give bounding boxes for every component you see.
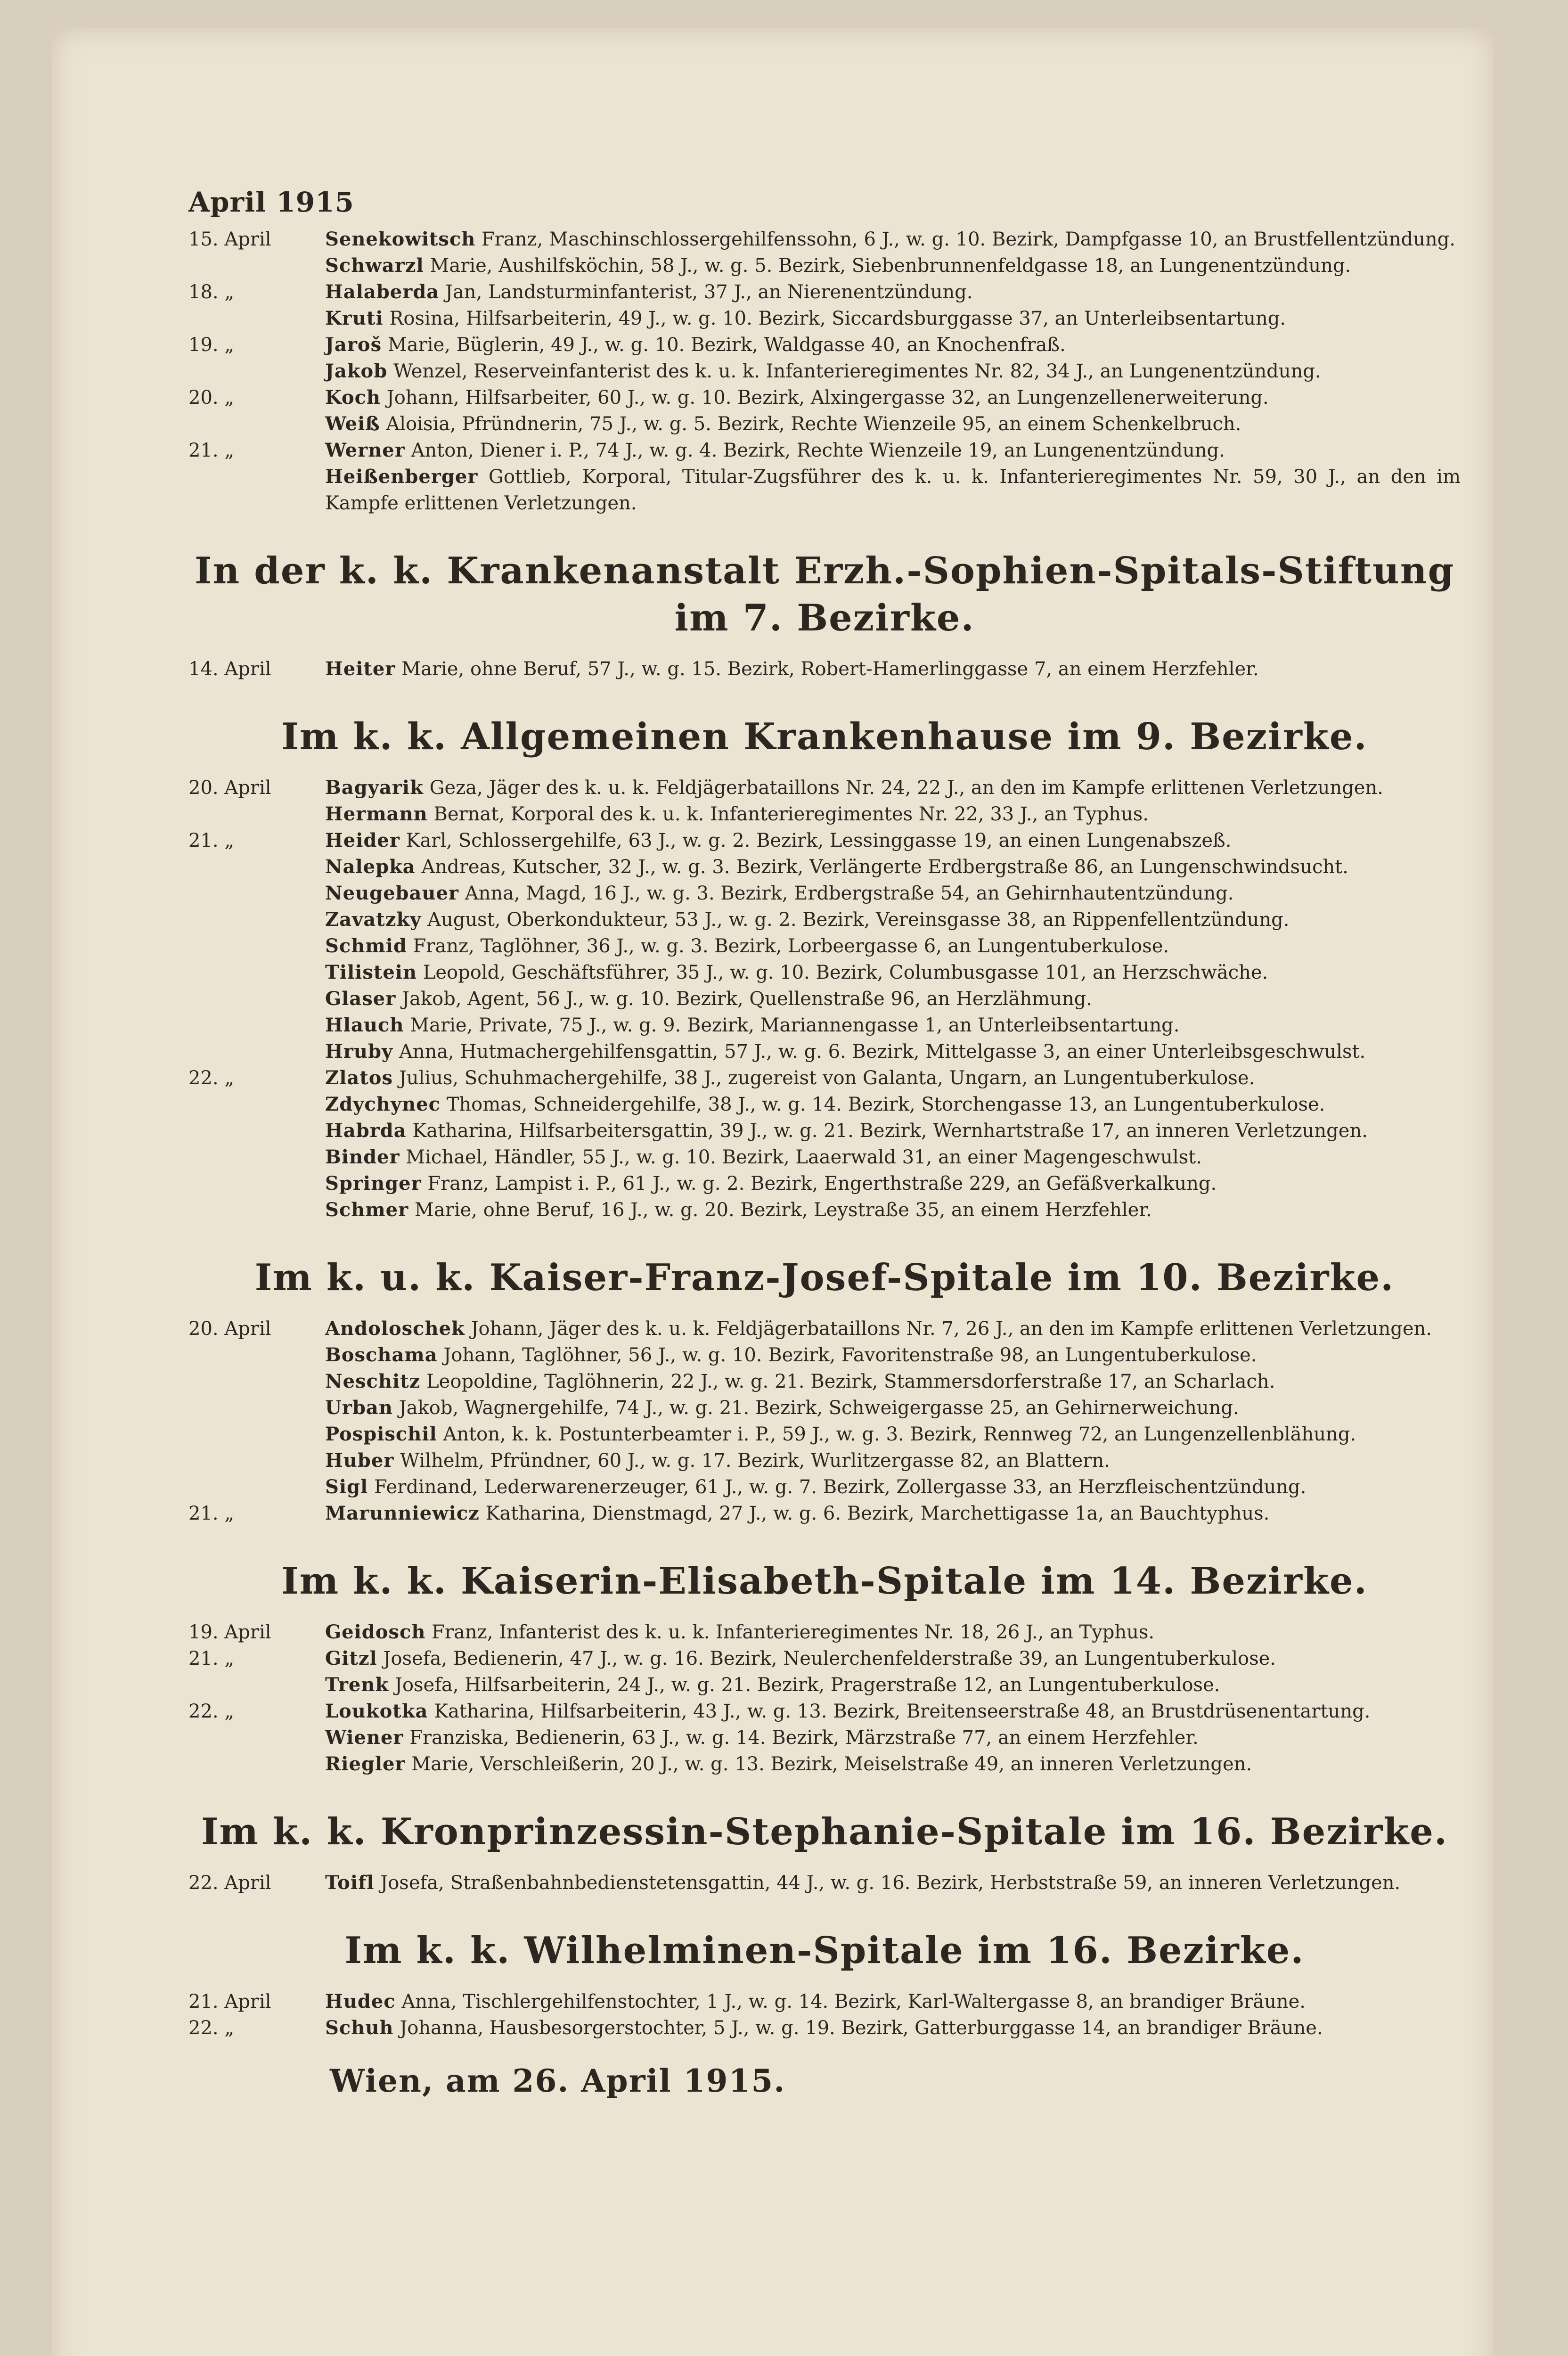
deceased-surname: Zlatos [325,1067,393,1089]
deceased-surname: Zavatzky [325,908,422,931]
deceased-surname: Hlauch [325,1014,404,1036]
deceased-surname: Neschitz [325,1370,421,1392]
entry-date: 18. „ [188,281,235,303]
entry-body [325,880,1461,907]
entry-details: Anna, Tischlergehilfenstochter, 1 J., w. g. 14. Bezirk, Karl-Waltergasse 8, an brandiger Bräune. [401,1991,1306,2012]
entry-body [325,1751,1461,1777]
deceased-surname: Andoloschek [325,1317,465,1340]
death-record-entry [188,1039,1461,1065]
entry-details: Rosina, Hilfsarbeiterin, 49 J., w. g. 10. Bezirk, Siccardsburggasse 37, an Unterleibsentartung. [389,308,1286,329]
death-record-entry [188,854,1461,880]
entry-details: Johann, Taglöhner, 56 J., w. g. 10. Bezirk, Favoritenstraße 98, an Lungentuberkulose. [443,1344,1257,1366]
entry-date [188,854,325,880]
entry-body [325,1474,1461,1500]
entry-body [325,1316,1461,1342]
entry-details: Leopold, Geschäftsführer, 35 J., w. g. 10. Bezirk, Columbusgasse 101, an Herzschwäche. [423,962,1268,983]
deceased-surname: Habrda [325,1120,407,1142]
entry-body [325,1091,1461,1118]
entry-date [188,933,325,959]
death-record-entry [188,1170,1461,1197]
entry-details: Katharina, Hilfsarbeitersgattin, 39 J., w. g. 21. Bezirk, Wernhartstraße 17, an inneren Verletzungen. [412,1120,1368,1142]
entry-body [325,1012,1461,1039]
entry-details: Thomas, Schneidergehilfe, 38 J., w. g. 14. Bezirk, Storchengasse 13, an Lungentuberkulose. [446,1094,1325,1115]
entry-body [325,959,1461,986]
entry-details: Josefa, Hilfsarbeiterin, 24 J., w. g. 21. Bezirk, Pragerstraße 12, an Lungentuberkulose. [394,1674,1220,1696]
entry-details: Leopoldine, Taglöhnerin, 22 J., w. g. 21. Bezirk, Stammersdorferstraße 17, an Scharlach. [426,1371,1275,1392]
entry-details: Franziska, Bedienerin, 63 J., w. g. 14. Bezirk, Märzstraße 77, an einem Herzfehler. [409,1727,1199,1749]
entry-details: Katharina, Dienstmagd, 27 J., w. g. 6. Bezirk, Marchettigasse 1a, an Bauchtyphus. [485,1503,1270,1524]
deceased-surname: Weiß [325,413,380,435]
death-record-entry [188,1316,1461,1342]
entry-body [325,1395,1461,1421]
entry-date: 22. „ [188,1067,235,1089]
deceased-surname: Geidosch [325,1621,426,1643]
deceased-surname: Hermann [325,803,428,825]
deceased-surname: Halaberda [325,281,440,303]
entry-details: Josefa, Bedienerin, 47 J., w. g. 16. Bezirk, Neulerchenfelderstraße 39, an Lungentuberkulose. [383,1648,1276,1669]
entry-body [325,1448,1461,1474]
entry-date [188,1672,325,1698]
entry-details: Anna, Hutmachergehilfensgattin, 57 J., w. g. 6. Bezirk, Mittelgasse 3, an einer Unterleibsgeschwulst. [399,1041,1366,1063]
entry-details: Katharina, Hilfsarbeiterin, 43 J., w. g. 13. Bezirk, Breitenseerstraße 48, an Brustdrüsenentartung. [434,1701,1371,1722]
death-record-entry [188,933,1461,959]
entry-body [325,656,1461,682]
death-record-entry [188,279,1461,305]
entry-date [188,305,325,332]
entry-details: Jakob, Wagnergehilfe, 74 J., w. g. 21. Bezirk, Schweigergasse 25, an Gehirnerweichung. [399,1397,1239,1419]
section-title: Im k. k. Wilhelminen-Spitale im 16. Bezirke. [344,1929,1305,1972]
entry-body [325,1342,1461,1368]
entry-date [188,1039,325,1065]
page-header: April 1915 [188,186,354,218]
entry-date [188,1368,325,1395]
death-record-entry [188,2015,1461,2041]
section-title: Im k. k. Allgemeinen Krankenhause im 9. Bezirke. [281,715,1368,758]
deceased-surname: Jaroš [325,334,382,356]
entry-date [188,1474,325,1500]
entry-body [325,1170,1461,1197]
entry-date: 21. „ [188,1648,235,1669]
entry-details: Anton, Diener i. P., 74 J., w. g. 4. Bezirk, Rechte Wienzeile 19, an Lungenentzündung. [411,440,1225,461]
death-record-entry [188,880,1461,907]
entry-details: Johanna, Hausbesorgerstochter, 5 J., w. g. 19. Bezirk, Gatterburggasse 14, an brandiger Bräune. [400,2017,1323,2039]
entry-date: 20. April [188,1318,271,1340]
deceased-surname: Neugebauer [325,882,459,904]
entry-details: Franz, Lampist i. P., 61 J., w. g. 2. Bezirk, Engerthstraße 229, an Gefäßverkalkung. [427,1173,1217,1194]
entry-body [325,1988,1461,2015]
entry-date [188,1342,325,1368]
entry-body [325,1725,1461,1751]
death-record-entry [188,986,1461,1012]
death-record-entry [188,1144,1461,1170]
entry-details: Marie, Private, 75 J., w. g. 9. Bezirk, Mariannengasse 1, an Unterleibsentartung. [410,1014,1180,1036]
deceased-surname: Glaser [325,988,396,1010]
entry-date [188,907,325,933]
entry-body [325,775,1461,801]
deceased-surname: Urban [325,1397,393,1419]
closing-line: Wien, am 26. April 1915. [330,2062,786,2099]
entry-date: 21. „ [188,1503,235,1524]
entry-body [325,226,1461,253]
entry-details: Jakob, Agent, 56 J., w. g. 10. Bezirk, Quellenstraße 96, an Herzlähmung. [402,988,1092,1010]
entry-body [325,2015,1461,2041]
entry-date: 19. April [188,1621,271,1643]
entry-date: 20. April [188,777,271,799]
entry-body [325,1500,1461,1527]
entry-body [325,933,1461,959]
section-title: Im k. k. Kronprinzessin-Stephanie-Spitale im 16. Bezirke. [201,1810,1448,1853]
death-record-entry [188,1065,1461,1091]
entry-details: Johann, Jäger des k. u. k. Feldjägerbataillons Nr. 7, 26 J., an den im Kampfe erlittenen Verletzungen. [471,1318,1432,1340]
entry-date: 14. April [188,658,271,680]
deceased-surname: Senekowitsch [325,228,476,250]
deceased-surname: Schmid [325,935,407,957]
entry-details: Michael, Händler, 55 J., w. g. 10. Bezirk, Laaerwald 31, an einer Magengeschwulst. [406,1146,1202,1168]
entry-details: August, Oberkondukteur, 53 J., w. g. 2. Bezirk, Vereinsgasse 38, an Rippenfellentzündung. [427,909,1290,931]
death-record-entry [188,1988,1461,2015]
deceased-surname: Huber [325,1449,394,1472]
entry-body [325,1672,1461,1698]
entry-date [188,464,325,516]
entry-details: Jan, Landsturminfanterist, 37 J., an Nierenentzündung. [445,281,973,303]
entry-date: 21. „ [188,440,235,461]
entry-body [325,1065,1461,1091]
entry-date [188,880,325,907]
entry-date [188,1448,325,1474]
entry-date [188,1395,325,1421]
deceased-surname: Schwarzl [325,254,424,277]
death-record-entry [188,1619,1461,1645]
entry-date [188,1751,325,1777]
entry-details: Bernat, Korporal des k. u. k. Infanterieregimentes Nr. 22, 33 J., an Typhus. [433,803,1149,825]
entry-details: Marie, Büglerin, 49 J., w. g. 10. Bezirk, Waldgasse 40, an Knochenfraß. [387,334,1066,356]
death-record-entry [188,332,1461,358]
deceased-surname: Riegler [325,1753,406,1775]
death-record-entry [188,305,1461,332]
entry-details: Aloisia, Pfründnerin, 75 J., w. g. 5. Bezirk, Rechte Wienzeile 95, an einem Schenkelbruch. [386,413,1241,435]
entry-details: Julius, Schuhmachergehilfe, 38 J., zugereist von Galanta, Ungarn, an Lungentuberkulose. [399,1067,1255,1089]
entry-date [188,1091,325,1118]
death-record-entry [188,827,1461,854]
deceased-surname: Nalepka [325,856,416,878]
entry-body [325,1144,1461,1170]
entry-details: Franz, Maschinschlossergehilfenssohn, 6 J., w. g. 10. Bezirk, Dampfgasse 10, an Brustfellentzündung. [482,229,1455,250]
entry-body [325,1368,1461,1395]
deceased-surname: Jakob [325,360,388,382]
death-record-entry [188,1698,1461,1725]
entry-details: Karl, Schlossergehilfe, 63 J., w. g. 2. Bezirk, Lessinggasse 19, an einen Lungenabszeß. [406,830,1232,851]
death-record-entry [188,959,1461,986]
entry-date [188,1012,325,1039]
deceased-surname: Koch [325,386,381,409]
death-record-entry [188,1368,1461,1395]
entry-body [325,1118,1461,1144]
deceased-surname: Wiener [325,1726,404,1749]
entry-date [188,959,325,986]
entry-details: Marie, ohne Beruf, 57 J., w. g. 15. Bezirk, Robert-Hamerlinggasse 7, an einem Herzfehler. [401,658,1259,680]
entry-date [188,986,325,1012]
entry-details: Gottlieb, Korporal, Titular-Zugsführer des k. u. k. Infanterieregimentes Nr. 59, 30 J., an den im Kampfe erlittenen Verletzungen. [325,466,1461,514]
death-record-entry [188,1645,1461,1672]
entry-date [188,1421,325,1448]
entry-date: 21. April [188,1991,271,2012]
deceased-surname: Hudec [325,1990,396,2012]
entry-body [325,384,1461,411]
entry-body [325,1870,1461,1896]
death-record-entry [188,656,1461,682]
death-record-entry [188,384,1461,411]
entry-details: Geza, Jäger des k. u. k. Feldjägerbataillons Nr. 24, 22 J., an den im Kampfe erlittenen Verletzungen. [429,777,1383,799]
entry-details: Josefa, Straßenbahnbedienstetensgattin, 44 J., w. g. 16. Bezirk, Herbststraße 59, an inneren Verletzungen. [380,1872,1401,1894]
death-record-entry [188,1421,1461,1448]
entry-date [188,1170,325,1197]
death-record-entry [188,1672,1461,1698]
entry-date [188,1197,325,1223]
death-record-entry [188,801,1461,827]
death-record-entry [188,1751,1461,1777]
deceased-surname: Schmer [325,1199,409,1221]
deceased-surname: Heiter [325,658,396,680]
entry-date [188,1144,325,1170]
entry-details: Wilhelm, Pfründner, 60 J., w. g. 17. Bezirk, Wurlitzergasse 82, an Blattern. [400,1450,1110,1472]
entry-body [325,437,1461,464]
entry-date: 19. „ [188,334,235,356]
death-record-entry [188,1474,1461,1500]
entry-date [188,801,325,827]
entry-date: 22. „ [188,1701,235,1722]
section-title: In der k. k. Krankenanstalt Erzh.-Sophien-Spitals-Stiftung im 7. Bezirke. [194,549,1455,639]
entry-details: Anna, Magd, 16 J., w. g. 3. Bezirk, Erdbergstraße 54, an Gehirnhautentzündung. [465,883,1234,904]
deceased-surname: Sigl [325,1476,368,1498]
entry-body [325,827,1461,854]
entry-details: Ferdinand, Lederwarenerzeuger, 61 J., w. g. 7. Bezirk, Zollergasse 33, an Herzfleischentzündung. [374,1476,1307,1498]
entry-details: Marie, ohne Beruf, 16 J., w. g. 20. Bezirk, Leystraße 35, an einem Herzfehler. [414,1199,1152,1221]
death-record-entry [188,1342,1461,1368]
entry-body [325,253,1461,279]
entry-body [325,332,1461,358]
entry-body [325,801,1461,827]
entry-body [325,1645,1461,1672]
entry-body [325,1039,1461,1065]
deceased-surname: Bagyarik [325,777,424,799]
entry-date [188,1118,325,1144]
section-title: Im k. k. Kaiserin-Elisabeth-Spitale im 14. Bezirke. [281,1560,1368,1603]
entry-body [325,1197,1461,1223]
death-record-entry [188,907,1461,933]
entry-body [325,986,1461,1012]
entry-body [325,1698,1461,1725]
entry-date [188,1725,325,1751]
entry-body [325,1619,1461,1645]
entry-body [325,411,1461,437]
death-record-entry [188,253,1461,279]
death-record-entry [188,1118,1461,1144]
deceased-surname: Zdychynec [325,1093,441,1115]
entry-date: 22. April [188,1872,271,1894]
death-record-entry [188,437,1461,464]
entry-body [325,358,1461,384]
entry-body [325,279,1461,305]
entry-date: 22. „ [188,2017,235,2039]
death-record-entry [188,1870,1461,1896]
death-record-entry [188,775,1461,801]
entry-details: Franz, Taglöhner, 36 J., w. g. 3. Bezirk, Lorbeergasse 6, an Lungentuberkulose. [413,935,1169,957]
entry-date [188,358,325,384]
deceased-surname: Springer [325,1172,422,1194]
deceased-surname: Werner [325,439,405,461]
deceased-surname: Tilistein [325,961,417,983]
death-record-entry [188,1448,1461,1474]
entry-details: Anton, k. k. Postunterbeamter i. P., 59 J., w. g. 3. Bezirk, Rennweg 72, an Lungenzellenblähung. [443,1423,1356,1445]
entry-date [188,253,325,279]
deceased-surname: Loukotka [325,1700,428,1722]
death-record-entry [188,226,1461,253]
entry-date: 21. „ [188,830,235,851]
deceased-surname: Hruby [325,1040,393,1063]
death-record-entry [188,358,1461,384]
deceased-surname: Pospischil [325,1423,437,1445]
entry-date: 20. „ [188,387,235,409]
deceased-surname: Trenk [325,1674,389,1696]
deceased-surname: Marunniewicz [325,1502,480,1524]
deceased-surname: Binder [325,1146,400,1168]
entry-body [325,907,1461,933]
deceased-surname: Heider [325,829,400,851]
deceased-surname: Gitzl [325,1647,377,1669]
death-record-entry [188,411,1461,437]
death-record-entry [188,1725,1461,1751]
death-record-entry [188,1395,1461,1421]
entry-details: Johann, Hilfsarbeiter, 60 J., w. g. 10. Bezirk, Alxingergasse 32, an Lungenzellenerweiterung. [386,387,1269,409]
entry-details: Wenzel, Reserveinfanterist des k. u. k. Infanterieregimentes Nr. 82, 34 J., an Lungenentzündung. [393,360,1321,382]
entry-body [325,1421,1461,1448]
entry-body [325,854,1461,880]
death-record-entry [188,1012,1461,1039]
death-record-entry [188,464,1461,516]
death-record-entry [188,1197,1461,1223]
deceased-surname: Kruti [325,307,384,329]
entry-details: Marie, Aushilfsköchin, 58 J., w. g. 5. Bezirk, Siebenbrunnenfeldgasse 18, an Lungenentzündung. [430,255,1351,277]
section-title: Im k. u. k. Kaiser-Franz-Josef-Spitale im 10. Bezirke. [254,1256,1395,1299]
deceased-surname: Boschama [325,1344,438,1366]
entry-details: Marie, Verschleißerin, 20 J., w. g. 13. Bezirk, Meiselstraße 49, an inneren Verletzungen. [411,1753,1252,1775]
death-record-entry [188,1091,1461,1118]
deceased-surname: Schuh [325,2017,394,2039]
deceased-surname: Toifl [325,1872,375,1894]
deceased-surname: Heißenberger [325,466,478,488]
entry-body [325,305,1461,332]
death-record-entry [188,1500,1461,1527]
entry-body [325,464,1461,516]
entry-date [188,411,325,437]
entry-details: Franz, Infanterist des k. u. k. Infanterieregimentes Nr. 18, 26 J., an Typhus. [432,1621,1155,1643]
entry-details: Andreas, Kutscher, 32 J., w. g. 3. Bezirk, Verlängerte Erdbergstraße 86, an Lungenschwindsucht. [421,856,1348,878]
entry-date: 15. April [188,229,271,250]
register-content [188,226,1461,2099]
